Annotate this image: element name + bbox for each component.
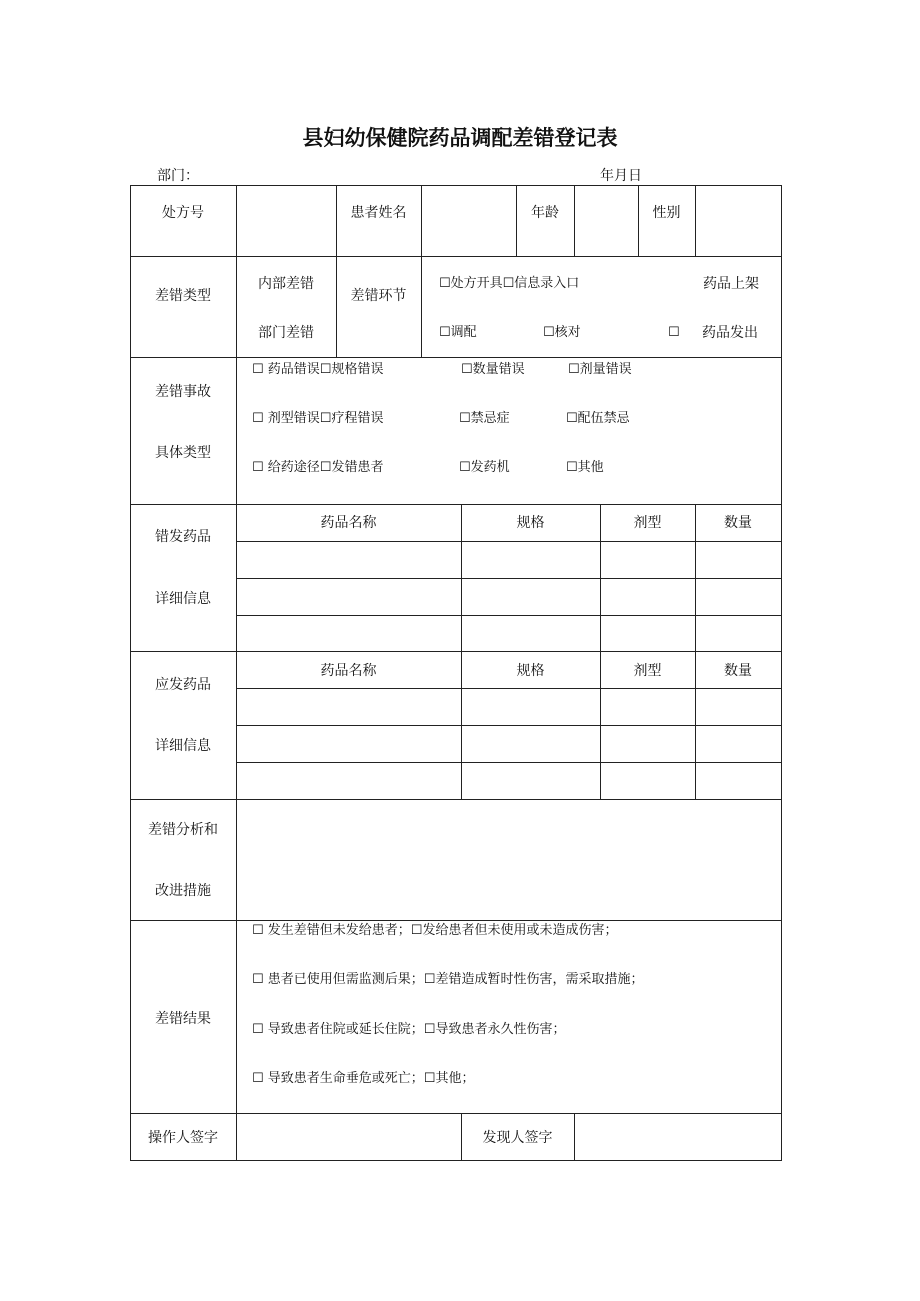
gender-field[interactable] [696,186,781,256]
error-result-label: 差错结果 [155,1011,211,1027]
right-drug-label-1: 应发药品 [155,677,211,693]
wrong-drug-form-header: 剂型 [633,515,662,531]
result-option-3[interactable]: ☐ 导致患者住院或延长住院；☐导致患者永久性伤害； [252,1022,566,1037]
right-drug-label-2: 详细信息 [155,738,211,754]
option-form-course-error[interactable]: ☐ 剂型错误☐疗程错误 [252,411,384,426]
stage-issue-checkbox[interactable]: ☐ [668,325,680,340]
right-drug-spec-header: 规格 [516,663,545,679]
analysis-field[interactable] [237,800,781,920]
stage-issue-label: 药品发出 [702,325,758,341]
option-contraindication[interactable]: ☐禁忌症 [459,411,510,426]
wrong-drug-label-1: 错发药品 [155,529,211,545]
error-stage-label: 差错环节 [350,288,407,304]
option-other[interactable]: ☐其他 [566,460,604,475]
result-option-4[interactable]: ☐ 导致患者生命垂危或死亡；☐其他； [252,1071,475,1086]
age-field[interactable] [575,186,638,256]
rx-number-label: 处方号 [162,205,204,221]
accident-type-label-2: 具体类型 [155,445,211,461]
option-drug-spec-error[interactable]: ☐ 药品错误☐规格错误 [252,362,384,377]
stage-dispensing-option[interactable]: ☐调配 [439,325,477,340]
right-drug-name-header: 药品名称 [320,663,377,679]
accident-type-label-1: 差错事故 [155,384,211,400]
date-label: 年月日 [600,168,642,184]
type-department-option[interactable]: 部门差错 [258,325,314,341]
analysis-label-1: 差错分析和 [148,822,218,838]
age-label: 年龄 [531,205,559,221]
wrong-drug-spec-header: 规格 [516,515,545,531]
option-route-wrong-patient[interactable]: ☐ 给药途径☐发错患者 [252,460,384,475]
stage-checking-option[interactable]: ☐核对 [543,325,581,340]
operator-signature-label: 操作人签字 [148,1130,218,1146]
option-quantity-error[interactable]: ☐数量错误 [461,362,525,377]
department-label: 部门： [157,168,199,184]
stage-shelving-option[interactable]: 药品上架 [703,276,759,292]
result-option-1[interactable]: ☐ 发生差错但未发给患者；☐发给患者但未使用或未造成伤害； [252,923,618,938]
right-drug-qty-header: 数量 [724,663,752,679]
patient-name-field[interactable] [422,186,516,256]
gender-label: 性别 [652,205,681,221]
option-incompatibility[interactable]: ☐配伍禁忌 [566,411,630,426]
option-dose-error[interactable]: ☐剂量错误 [568,362,632,377]
result-option-2[interactable]: ☐ 患者已使用但需监测后果；☐差错造成暂时性伤害，需采取措施； [252,972,644,987]
wrong-drug-qty-header: 数量 [724,515,752,531]
finder-signature-label: 发现人签字 [482,1130,553,1146]
error-type-label: 差错类型 [155,288,211,304]
rx-number-field[interactable] [237,186,336,256]
finder-signature-field[interactable] [575,1114,781,1160]
option-dispensing-machine[interactable]: ☐发药机 [459,460,510,475]
analysis-label-2: 改进措施 [155,883,211,899]
form-title: 县妇幼保健院药品调配差错登记表 [302,126,618,150]
type-internal-option[interactable]: 内部差错 [258,276,314,292]
right-drug-form-header: 剂型 [633,663,662,679]
patient-name-label: 患者姓名 [350,205,407,221]
wrong-drug-label-2: 详细信息 [155,591,211,607]
operator-signature-field[interactable] [237,1114,461,1160]
stage-prescribing-entry-options[interactable]: ☐处方开具☐信息录入口 [439,276,580,291]
wrong-drug-name-header: 药品名称 [320,515,377,531]
